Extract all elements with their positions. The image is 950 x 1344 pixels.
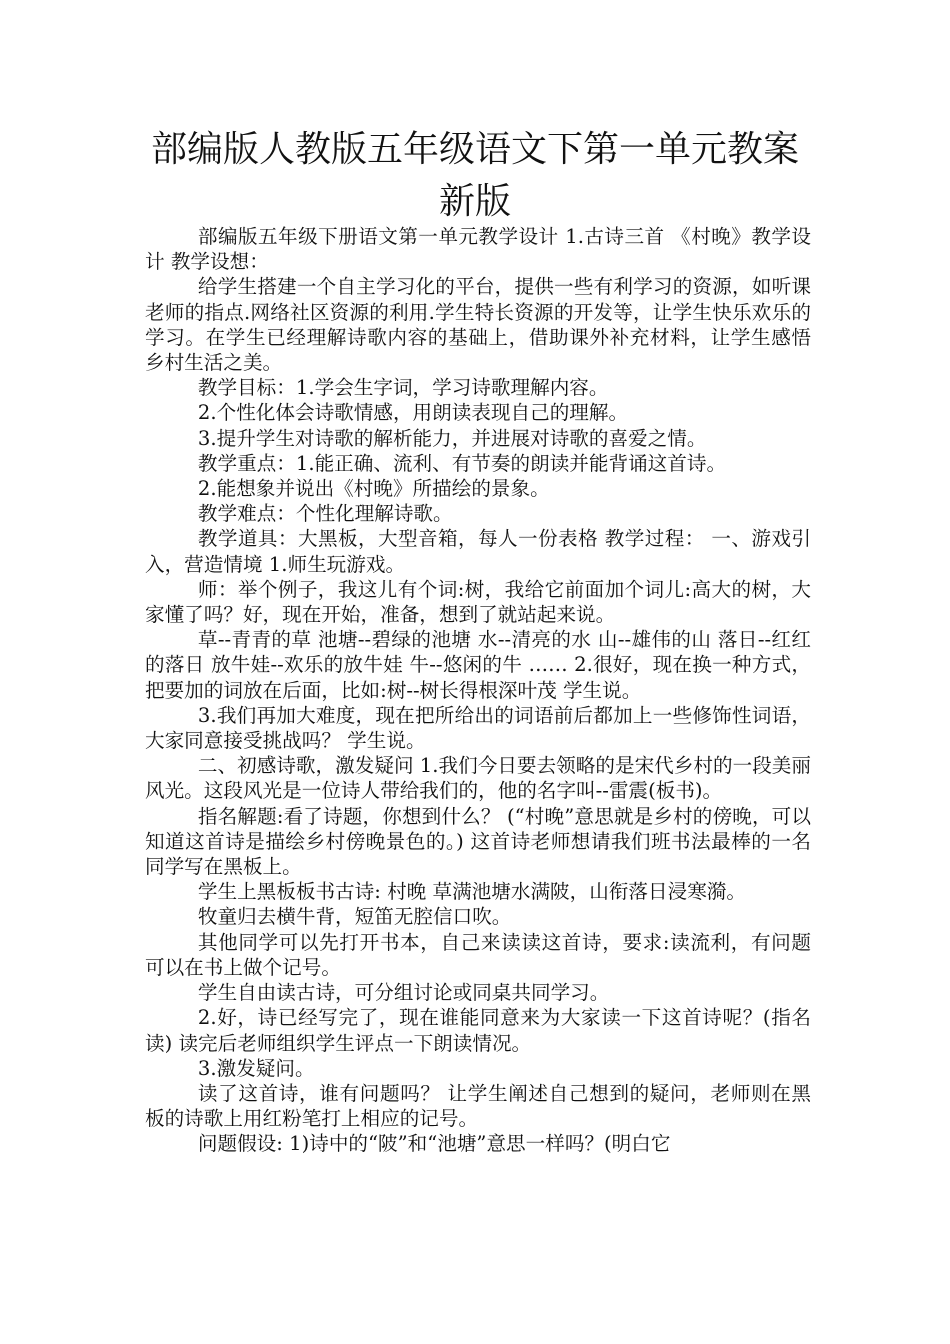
paragraph: 3.提升学生对诗歌的解析能力，并进展对诗歌的喜爱之情。 (197, 426, 707, 450)
paragraph: 3.激发疑问。 (197, 1056, 315, 1080)
paragraph: 教学难点：个性化理解诗歌。 (197, 502, 453, 526)
paragraph: 牧童归去横牛背，短笛无腔信口吹。 (197, 905, 512, 929)
paragraph: 学生自由读古诗，可分组讨论或同桌共同学习。 (197, 981, 610, 1005)
title-line-2: 新版 (438, 181, 511, 222)
paragraph: 草--青青的草 池塘--碧绿的池塘 水--清亮的水 山--雄伟的山 落日--红红的落日 放牛娃--欢乐的放牛娃 牛--悠闲的牛 …… 2.很好，现在换一种方式，把要加的词放在后面，比如:树--树长得根深叶茂 学生说。 (145, 628, 811, 702)
paragraph: 2.能想象并说出《村晚》所描绘的景象。 (197, 477, 550, 501)
paragraph: 二、初感诗歌，激发疑问 1.我们今日要去领略的是宋代乡村的一段美丽风光。这段风光是一位诗人带给我们的，他的名字叫--雷震(板书)。 (145, 754, 811, 803)
paragraph: 教学道具：大黑板，大型音箱，每人一份表格 教学过程： 一、游戏引入，营造情境 1.师生玩游戏。 (145, 527, 811, 576)
document-body (145, 224, 811, 1157)
paragraph: 2.个性化体会诗歌情感，用朗读表现自己的理解。 (197, 401, 629, 425)
paragraph: 学生上黑板板书古诗: 村晚 草满池塘水满陂，山衔落日浸寒漪。 (197, 880, 746, 904)
paragraph: 3.我们再加大难度，现在把所给出的词语前后都加上一些修饰性词语，大家同意接受挑战吗？ 学生说。 (145, 703, 811, 753)
paragraph: 读了这首诗，谁有问题吗？ 让学生阐述自己想到的疑问，老师则在黑板的诗歌上用红粉笔打上相应的记号。 (145, 1081, 811, 1131)
paragraph: 2.好，诗已经写完了，现在谁能同意来为大家读一下这首诗呢？(指名读) 读完后老师组织学生评点一下朗读情况。 (145, 1006, 811, 1055)
paragraph: 指名解题:看了诗题，你想到什么？ (“村晚”意思就是乡村的傍晚，可以知道这首诗是描绘乡村傍晚景色的。) 这首诗老师想请我们班书法最棒的一名同学写在黑板上。 (145, 804, 811, 879)
title-line-1: 部编版人教版五年级语文下第一单元教案 (150, 129, 799, 170)
document-title (100, 124, 850, 228)
paragraph: 教学重点：1.能正确、流利、有节奏的朗读并能背诵这首诗。 (197, 451, 727, 475)
paragraph: 师：举个例子，我这儿有个词:树，我给它前面加个词儿:高大的树，大家懂了吗？好，现在开始，准备，想到了就站起来说。 (145, 577, 811, 627)
paragraph: 其他同学可以先打开书本，自己来读读这首诗，要求:读流利，有问题可以在书上做个记号。 (145, 930, 811, 979)
paragraph: 部编版五年级下册语文第一单元教学设计 1.古诗三首 《村晚》教学设计 教学设想： (145, 225, 811, 274)
paragraph: 教学目标：1.学会生字词，学习诗歌理解内容。 (197, 376, 609, 400)
paragraph: 给学生搭建一个自主学习化的平台，提供一些有利学习的资源，如听课老师的指点.网络社区资源的利用.学生特长资源的开发等，让学生快乐欢乐的学习。在学生已经理解诗歌内容的基础上，借助课外补充材料，让学生感悟乡村生活之美。 (145, 275, 811, 375)
paragraph: 问题假设: 1)诗中的“陂”和“池塘”意思一样吗？(明白它 (197, 1132, 671, 1156)
